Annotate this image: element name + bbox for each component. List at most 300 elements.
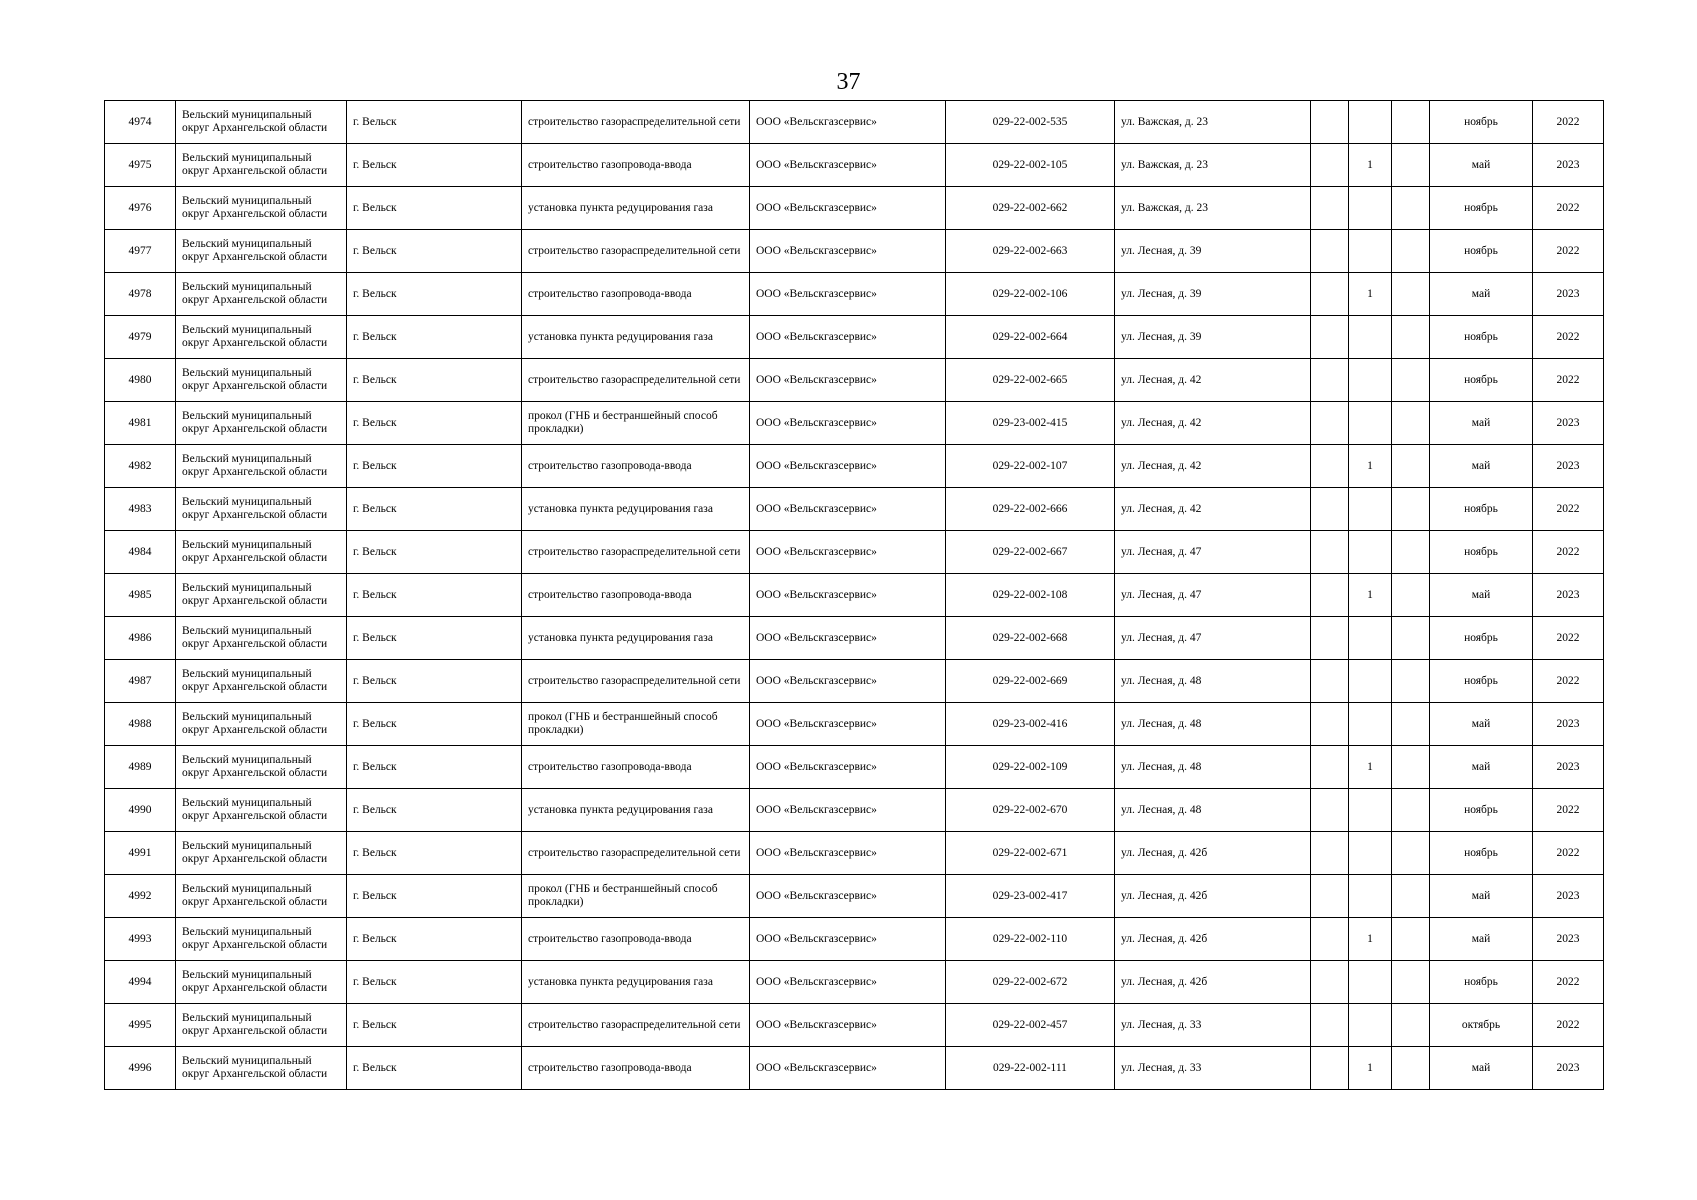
table-row [105, 531, 1604, 574]
count-cell [1349, 1004, 1392, 1047]
month-cell: ноябрь [1430, 789, 1533, 832]
registry-code-cell: 029-22-002-457 [946, 1004, 1115, 1047]
district-cell: Вельский муниципальный округ Архангельской области [176, 488, 347, 531]
organization-cell: ООО «Вельскгазсервис» [750, 144, 946, 187]
city-cell: г. Вельск [347, 961, 522, 1004]
organization-cell: ООО «Вельскгазсервис» [750, 316, 946, 359]
work-type-cell: строительство газораспределительной сети [522, 832, 750, 875]
month-cell: ноябрь [1430, 230, 1533, 273]
table-row [105, 617, 1604, 660]
registry-code-cell: 029-22-002-105 [946, 144, 1115, 187]
city-cell: г. Вельск [347, 187, 522, 230]
empty-cell [1311, 187, 1349, 230]
district-cell: Вельский муниципальный округ Архангельской области [176, 660, 347, 703]
district-cell: Вельский муниципальный округ Архангельской области [176, 746, 347, 789]
empty-cell [1311, 144, 1349, 187]
table-row [105, 144, 1604, 187]
table-row [105, 918, 1604, 961]
month-cell: ноябрь [1430, 832, 1533, 875]
table-row [105, 273, 1604, 316]
registry-table [104, 100, 1604, 1090]
empty-cell [1311, 1004, 1349, 1047]
district-cell: Вельский муниципальный округ Архангельской области [176, 789, 347, 832]
year-cell: 2023 [1533, 445, 1604, 488]
address-cell: ул. Лесная, д. 42б [1115, 875, 1311, 918]
registry-code-cell: 029-22-002-108 [946, 574, 1115, 617]
work-type-cell: прокол (ГНБ и бестраншейный способ прокладки) [522, 703, 750, 746]
registry-code-cell: 029-22-002-110 [946, 918, 1115, 961]
empty-cell [1392, 402, 1430, 445]
row-number: 4974 [105, 101, 176, 144]
row-number: 4980 [105, 359, 176, 402]
organization-cell: ООО «Вельскгазсервис» [750, 660, 946, 703]
empty-cell [1311, 660, 1349, 703]
row-number: 4976 [105, 187, 176, 230]
month-cell: май [1430, 1047, 1533, 1090]
year-cell: 2023 [1533, 144, 1604, 187]
month-cell: май [1430, 574, 1533, 617]
organization-cell: ООО «Вельскгазсервис» [750, 875, 946, 918]
empty-cell [1311, 789, 1349, 832]
work-type-cell: строительство газораспределительной сети [522, 359, 750, 402]
table-row [105, 445, 1604, 488]
month-cell: ноябрь [1430, 316, 1533, 359]
work-type-cell: установка пункта редуцирования газа [522, 316, 750, 359]
table-row [105, 101, 1604, 144]
month-cell: май [1430, 875, 1533, 918]
organization-cell: ООО «Вельскгазсервис» [750, 273, 946, 316]
empty-cell [1311, 230, 1349, 273]
empty-cell [1392, 273, 1430, 316]
city-cell: г. Вельск [347, 402, 522, 445]
address-cell: ул. Важская, д. 23 [1115, 187, 1311, 230]
organization-cell: ООО «Вельскгазсервис» [750, 832, 946, 875]
city-cell: г. Вельск [347, 488, 522, 531]
year-cell: 2022 [1533, 617, 1604, 660]
work-type-cell: установка пункта редуцирования газа [522, 488, 750, 531]
month-cell: октябрь [1430, 1004, 1533, 1047]
count-cell [1349, 316, 1392, 359]
empty-cell [1392, 1004, 1430, 1047]
empty-cell [1392, 617, 1430, 660]
organization-cell: ООО «Вельскгазсервис» [750, 230, 946, 273]
organization-cell: ООО «Вельскгазсервис» [750, 1047, 946, 1090]
count-cell: 1 [1349, 574, 1392, 617]
work-type-cell: установка пункта редуцирования газа [522, 961, 750, 1004]
year-cell: 2022 [1533, 660, 1604, 703]
address-cell: ул. Лесная, д. 42 [1115, 359, 1311, 402]
month-cell: май [1430, 445, 1533, 488]
table-row [105, 316, 1604, 359]
address-cell: ул. Лесная, д. 48 [1115, 746, 1311, 789]
organization-cell: ООО «Вельскгазсервис» [750, 531, 946, 574]
district-cell: Вельский муниципальный округ Архангельской области [176, 316, 347, 359]
month-cell: ноябрь [1430, 617, 1533, 660]
work-type-cell: прокол (ГНБ и бестраншейный способ прокладки) [522, 402, 750, 445]
address-cell: ул. Лесная, д. 42 [1115, 445, 1311, 488]
empty-cell [1392, 101, 1430, 144]
empty-cell [1311, 746, 1349, 789]
year-cell: 2022 [1533, 789, 1604, 832]
year-cell: 2022 [1533, 832, 1604, 875]
registry-code-cell: 029-22-002-664 [946, 316, 1115, 359]
row-number: 4986 [105, 617, 176, 660]
empty-cell [1392, 1047, 1430, 1090]
year-cell: 2023 [1533, 875, 1604, 918]
table-row [105, 574, 1604, 617]
city-cell: г. Вельск [347, 1004, 522, 1047]
registry-code-cell: 029-22-002-666 [946, 488, 1115, 531]
year-cell: 2023 [1533, 918, 1604, 961]
month-cell: ноябрь [1430, 359, 1533, 402]
table-row [105, 1004, 1604, 1047]
month-cell: май [1430, 918, 1533, 961]
address-cell: ул. Лесная, д. 47 [1115, 531, 1311, 574]
row-number: 4990 [105, 789, 176, 832]
count-cell [1349, 660, 1392, 703]
table-row [105, 402, 1604, 445]
organization-cell: ООО «Вельскгазсервис» [750, 617, 946, 660]
table-row [105, 875, 1604, 918]
row-number: 4996 [105, 1047, 176, 1090]
registry-code-cell: 029-22-002-107 [946, 445, 1115, 488]
city-cell: г. Вельск [347, 574, 522, 617]
count-cell: 1 [1349, 445, 1392, 488]
table-row [105, 789, 1604, 832]
year-cell: 2022 [1533, 316, 1604, 359]
row-number: 4978 [105, 273, 176, 316]
work-type-cell: строительство газопровода-ввода [522, 746, 750, 789]
empty-cell [1392, 789, 1430, 832]
registry-code-cell: 029-22-002-111 [946, 1047, 1115, 1090]
row-number: 4991 [105, 832, 176, 875]
table-row [105, 832, 1604, 875]
city-cell: г. Вельск [347, 359, 522, 402]
row-number: 4995 [105, 1004, 176, 1047]
registry-code-cell: 029-22-002-672 [946, 961, 1115, 1004]
district-cell: Вельский муниципальный округ Архангельской области [176, 961, 347, 1004]
month-cell: ноябрь [1430, 961, 1533, 1004]
district-cell: Вельский муниципальный округ Архангельской области [176, 574, 347, 617]
row-number: 4979 [105, 316, 176, 359]
count-cell: 1 [1349, 144, 1392, 187]
work-type-cell: установка пункта редуцирования газа [522, 617, 750, 660]
registry-code-cell: 029-22-002-109 [946, 746, 1115, 789]
month-cell: ноябрь [1430, 488, 1533, 531]
empty-cell [1311, 445, 1349, 488]
organization-cell: ООО «Вельскгазсервис» [750, 445, 946, 488]
address-cell: ул. Лесная, д. 39 [1115, 273, 1311, 316]
table-body [105, 101, 1604, 1090]
organization-cell: ООО «Вельскгазсервис» [750, 359, 946, 402]
row-number: 4987 [105, 660, 176, 703]
table-row [105, 488, 1604, 531]
registry-code-cell: 029-22-002-670 [946, 789, 1115, 832]
empty-cell [1392, 703, 1430, 746]
empty-cell [1311, 1047, 1349, 1090]
address-cell: ул. Лесная, д. 48 [1115, 789, 1311, 832]
table-row [105, 703, 1604, 746]
row-number: 4988 [105, 703, 176, 746]
city-cell: г. Вельск [347, 445, 522, 488]
work-type-cell: строительство газопровода-ввода [522, 445, 750, 488]
table-row [105, 660, 1604, 703]
count-cell [1349, 488, 1392, 531]
district-cell: Вельский муниципальный округ Архангельской области [176, 359, 347, 402]
empty-cell [1311, 402, 1349, 445]
count-cell [1349, 402, 1392, 445]
district-cell: Вельский муниципальный округ Архангельской области [176, 918, 347, 961]
district-cell: Вельский муниципальный округ Архангельской области [176, 402, 347, 445]
row-number: 4993 [105, 918, 176, 961]
work-type-cell: строительство газораспределительной сети [522, 230, 750, 273]
count-cell: 1 [1349, 746, 1392, 789]
row-number: 4975 [105, 144, 176, 187]
address-cell: ул. Лесная, д. 48 [1115, 660, 1311, 703]
year-cell: 2023 [1533, 746, 1604, 789]
empty-cell [1311, 703, 1349, 746]
city-cell: г. Вельск [347, 703, 522, 746]
year-cell: 2022 [1533, 531, 1604, 574]
city-cell: г. Вельск [347, 531, 522, 574]
year-cell: 2023 [1533, 703, 1604, 746]
table-row [105, 187, 1604, 230]
empty-cell [1392, 832, 1430, 875]
row-number: 4994 [105, 961, 176, 1004]
registry-code-cell: 029-22-002-662 [946, 187, 1115, 230]
district-cell: Вельский муниципальный округ Архангельской области [176, 273, 347, 316]
count-cell [1349, 230, 1392, 273]
count-cell: 1 [1349, 273, 1392, 316]
organization-cell: ООО «Вельскгазсервис» [750, 402, 946, 445]
row-number: 4981 [105, 402, 176, 445]
district-cell: Вельский муниципальный округ Архангельской области [176, 445, 347, 488]
count-cell [1349, 101, 1392, 144]
address-cell: ул. Лесная, д. 33 [1115, 1004, 1311, 1047]
city-cell: г. Вельск [347, 273, 522, 316]
table-row [105, 230, 1604, 273]
month-cell: май [1430, 402, 1533, 445]
address-cell: ул. Лесная, д. 47 [1115, 617, 1311, 660]
table-row [105, 961, 1604, 1004]
address-cell: ул. Лесная, д. 39 [1115, 316, 1311, 359]
address-cell: ул. Лесная, д. 42 [1115, 488, 1311, 531]
organization-cell: ООО «Вельскгазсервис» [750, 746, 946, 789]
organization-cell: ООО «Вельскгазсервис» [750, 1004, 946, 1047]
work-type-cell: строительство газораспределительной сети [522, 660, 750, 703]
table-row [105, 1047, 1604, 1090]
city-cell: г. Вельск [347, 660, 522, 703]
empty-cell [1311, 574, 1349, 617]
month-cell: май [1430, 144, 1533, 187]
year-cell: 2023 [1533, 402, 1604, 445]
district-cell: Вельский муниципальный округ Архангельской области [176, 531, 347, 574]
address-cell: ул. Лесная, д. 48 [1115, 703, 1311, 746]
city-cell: г. Вельск [347, 832, 522, 875]
registry-code-cell: 029-23-002-417 [946, 875, 1115, 918]
city-cell: г. Вельск [347, 230, 522, 273]
city-cell: г. Вельск [347, 746, 522, 789]
row-number: 4983 [105, 488, 176, 531]
row-number: 4985 [105, 574, 176, 617]
city-cell: г. Вельск [347, 789, 522, 832]
district-cell: Вельский муниципальный округ Архангельской области [176, 703, 347, 746]
work-type-cell: строительство газораспределительной сети [522, 1004, 750, 1047]
district-cell: Вельский муниципальный округ Архангельской области [176, 144, 347, 187]
count-cell [1349, 961, 1392, 1004]
year-cell: 2022 [1533, 488, 1604, 531]
address-cell: ул. Лесная, д. 42 [1115, 402, 1311, 445]
empty-cell [1392, 875, 1430, 918]
month-cell: май [1430, 273, 1533, 316]
organization-cell: ООО «Вельскгазсервис» [750, 961, 946, 1004]
row-number: 4982 [105, 445, 176, 488]
year-cell: 2022 [1533, 101, 1604, 144]
row-number: 4992 [105, 875, 176, 918]
district-cell: Вельский муниципальный округ Архангельской области [176, 617, 347, 660]
year-cell: 2022 [1533, 187, 1604, 230]
month-cell: ноябрь [1430, 531, 1533, 574]
empty-cell [1311, 531, 1349, 574]
year-cell: 2023 [1533, 273, 1604, 316]
work-type-cell: строительство газопровода-ввода [522, 144, 750, 187]
empty-cell [1392, 187, 1430, 230]
city-cell: г. Вельск [347, 101, 522, 144]
row-number: 4977 [105, 230, 176, 273]
work-type-cell: строительство газопровода-ввода [522, 1047, 750, 1090]
count-cell [1349, 187, 1392, 230]
address-cell: ул. Лесная, д. 47 [1115, 574, 1311, 617]
organization-cell: ООО «Вельскгазсервис» [750, 789, 946, 832]
registry-code-cell: 029-22-002-665 [946, 359, 1115, 402]
row-number: 4984 [105, 531, 176, 574]
empty-cell [1392, 488, 1430, 531]
registry-code-cell: 029-22-002-535 [946, 101, 1115, 144]
address-cell: ул. Важская, д. 23 [1115, 144, 1311, 187]
address-cell: ул. Лесная, д. 42б [1115, 832, 1311, 875]
month-cell: ноябрь [1430, 101, 1533, 144]
city-cell: г. Вельск [347, 316, 522, 359]
year-cell: 2022 [1533, 1004, 1604, 1047]
registry-code-cell: 029-22-002-669 [946, 660, 1115, 703]
address-cell: ул. Лесная, д. 39 [1115, 230, 1311, 273]
month-cell: май [1430, 703, 1533, 746]
organization-cell: ООО «Вельскгазсервис» [750, 101, 946, 144]
work-type-cell: строительство газопровода-ввода [522, 273, 750, 316]
year-cell: 2022 [1533, 961, 1604, 1004]
empty-cell [1392, 961, 1430, 1004]
registry-code-cell: 029-22-002-667 [946, 531, 1115, 574]
district-cell: Вельский муниципальный округ Архангельской области [176, 230, 347, 273]
year-cell: 2022 [1533, 359, 1604, 402]
empty-cell [1311, 875, 1349, 918]
address-cell: ул. Лесная, д. 42б [1115, 961, 1311, 1004]
empty-cell [1392, 660, 1430, 703]
organization-cell: ООО «Вельскгазсервис» [750, 187, 946, 230]
empty-cell [1311, 101, 1349, 144]
empty-cell [1311, 918, 1349, 961]
city-cell: г. Вельск [347, 1047, 522, 1090]
registry-code-cell: 029-23-002-415 [946, 402, 1115, 445]
page-number: 37 [836, 69, 861, 95]
year-cell: 2023 [1533, 574, 1604, 617]
empty-cell [1392, 316, 1430, 359]
empty-cell [1392, 230, 1430, 273]
empty-cell [1311, 961, 1349, 1004]
city-cell: г. Вельск [347, 144, 522, 187]
work-type-cell: строительство газораспределительной сети [522, 101, 750, 144]
count-cell: 1 [1349, 918, 1392, 961]
count-cell [1349, 703, 1392, 746]
empty-cell [1392, 531, 1430, 574]
organization-cell: ООО «Вельскгазсервис» [750, 703, 946, 746]
empty-cell [1392, 918, 1430, 961]
empty-cell [1311, 617, 1349, 660]
empty-cell [1311, 316, 1349, 359]
work-type-cell: строительство газораспределительной сети [522, 531, 750, 574]
work-type-cell: прокол (ГНБ и бестраншейный способ прокладки) [522, 875, 750, 918]
city-cell: г. Вельск [347, 875, 522, 918]
row-number: 4989 [105, 746, 176, 789]
empty-cell [1392, 746, 1430, 789]
registry-code-cell: 029-22-002-663 [946, 230, 1115, 273]
month-cell: ноябрь [1430, 187, 1533, 230]
work-type-cell: строительство газопровода-ввода [522, 918, 750, 961]
work-type-cell: установка пункта редуцирования газа [522, 187, 750, 230]
registry-code-cell: 029-22-002-106 [946, 273, 1115, 316]
table-row [105, 359, 1604, 402]
empty-cell [1392, 445, 1430, 488]
district-cell: Вельский муниципальный округ Архангельской области [176, 187, 347, 230]
city-cell: г. Вельск [347, 918, 522, 961]
district-cell: Вельский муниципальный округ Архангельской области [176, 832, 347, 875]
count-cell [1349, 531, 1392, 574]
empty-cell [1392, 359, 1430, 402]
registry-code-cell: 029-22-002-671 [946, 832, 1115, 875]
district-cell: Вельский муниципальный округ Архангельской области [176, 101, 347, 144]
count-cell [1349, 617, 1392, 660]
year-cell: 2023 [1533, 1047, 1604, 1090]
table-row [105, 746, 1604, 789]
count-cell: 1 [1349, 1047, 1392, 1090]
district-cell: Вельский муниципальный округ Архангельской области [176, 1047, 347, 1090]
year-cell: 2022 [1533, 230, 1604, 273]
empty-cell [1311, 488, 1349, 531]
organization-cell: ООО «Вельскгазсервис» [750, 574, 946, 617]
address-cell: ул. Лесная, д. 42б [1115, 918, 1311, 961]
count-cell [1349, 832, 1392, 875]
empty-cell [1311, 832, 1349, 875]
empty-cell [1392, 144, 1430, 187]
city-cell: г. Вельск [347, 617, 522, 660]
organization-cell: ООО «Вельскгазсервис» [750, 918, 946, 961]
registry-code-cell: 029-23-002-416 [946, 703, 1115, 746]
address-cell: ул. Лесная, д. 33 [1115, 1047, 1311, 1090]
empty-cell [1311, 359, 1349, 402]
month-cell: ноябрь [1430, 660, 1533, 703]
empty-cell [1392, 574, 1430, 617]
organization-cell: ООО «Вельскгазсервис» [750, 488, 946, 531]
registry-code-cell: 029-22-002-668 [946, 617, 1115, 660]
address-cell: ул. Важская, д. 23 [1115, 101, 1311, 144]
work-type-cell: установка пункта редуцирования газа [522, 789, 750, 832]
work-type-cell: строительство газопровода-ввода [522, 574, 750, 617]
count-cell [1349, 789, 1392, 832]
empty-cell [1311, 273, 1349, 316]
district-cell: Вельский муниципальный округ Архангельской области [176, 875, 347, 918]
count-cell [1349, 875, 1392, 918]
count-cell [1349, 359, 1392, 402]
